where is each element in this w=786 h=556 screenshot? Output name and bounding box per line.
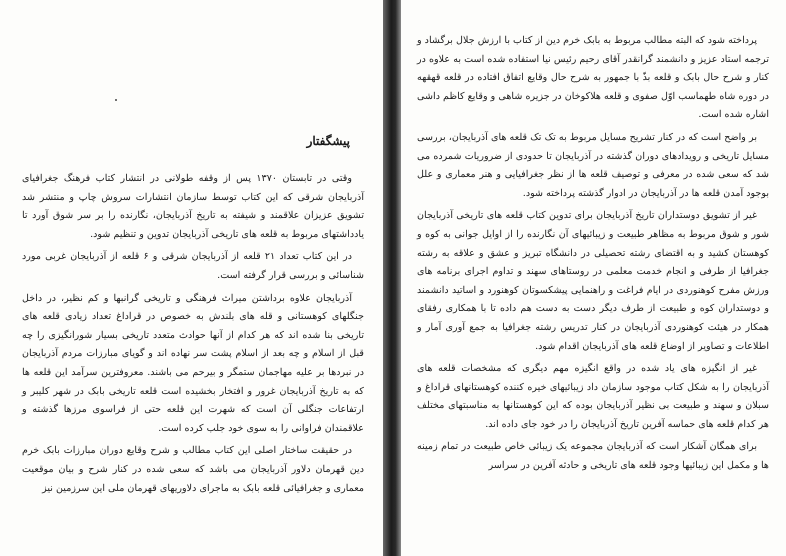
right-text-column [417, 32, 769, 476]
page-heading: پیشگفتار [306, 134, 350, 148]
paragraph: در این کتاب تعداد ۲۱ قلعه از آذربایجان شرقی و ۶ قلعه از آذربایجان غربی مورد شناسائی و بررسی قرار گرفته است. [22, 251, 364, 281]
paragraph: برای همگان آشکار است که آذربایجان مجموعه یک زیبائی خاص طبیعت در تمام زمینه ها و مکمل این زیبائیها وجود قلعه های تاریخی و حادثه آفرین در سراسر [417, 441, 769, 472]
left-page [0, 0, 383, 556]
paragraph: بر واضح است که در کنار تشریح مسایل مربوط به تک تک قلعه های آذربایجان، بررسی مسایل تاریخی و رویدادهای دوران گذشته در آذربایجان تا حدودی از ضروریات شمرده می شد که سعی شده در معرفی و توصیف قلعه ها از نظر جغرافیایی و هنر معماری و علل بوجود آمدن قلعه ها در آذربایجان در ادوار گذشته پرداخته شود. [417, 131, 769, 199]
paragraph: پرداخته شود که البته مطالب مربوط به بابک خرم دین از کتاب با ارزش جلال برگشاد و ترجمه استاد عزیز و دانشمند گرانقدر آقای رحیم رئیس نیا استفاده شده است به علاوه در کنار و شرح حال بابک و قلعه بذّ با جمهور به شرح حال وقایع اتفاق افتاده در قلعه قهقهه در دوره شاه طهماسب اوّل صفوی و قلعه هلاکوخان در جزیره شاهی و وقایع کاظم داشی اشاره شده است. [417, 35, 769, 121]
paragraph: غیر از تشویق دوستداران تاریخ آذربایجان برای تدوین کتاب قلعه های تاریخی آذربایجان شور و شوق مربوط به مظاهر طبیعت و زیبائیهای آن نگارنده را از اوایل جوانی به کوه و کوهستان کشید و به اقتضای رشته تحصیلی در دانشگاه تبریز و عشق و علاقه به رشته جغرافیا از طرفی و انجام خدمت معلمی در روستاهای سهند و تداوم اجرای برنامه های ورزش مفرح کوهنوردی در ایام فراغت و راهنمایی پیشکسوتان کوهنورد و اساتید دانشمند و دوستداران کوه و طبیعت از طرف دیگر دست به دست هم داده تا با همکاری رفقای همکار در هیئت کوهنوردی آذربایجان در کنار تدریس رشته جغرافیا به جمع آوری آمار و اطلاعات و تصاویر از اوضاع قلعه های آذربایجان اقدام شود. [417, 210, 769, 352]
right-page [401, 0, 786, 556]
paragraph: در حقیقت ساختار اصلی این کتاب مطالب و شرح وقایع دوران مبارزات بابک خرم دین قهرمان دلاور آذربایجان می باشد که سعی شده در کنار شرح و بیان موقعیت معماری و جغرافیائی قلعه بابک به ماجرای دلاوریهای قهرمان ملی این سرزمین نیز [22, 445, 364, 494]
book-gutter [383, 0, 401, 556]
paragraph: آذربایجان علاوه برداشتن میراث فرهنگی و تاریخی گرانبها و کم نظیر، در داخل جنگلهای کوهستانی و قله های بلندش به خصوص در قراداغ تعداد زیادی قلعه های تاریخی بنا شده اند که هر کدام از آنها حوادث متعدد تاریخی بسیار شورانگیزی را چه قبل از اسلام و چه بعد از اسلام پشت سر نهاده اند و گویای مبارزات مردم آذربایجان در نبردها بر علیه مهاجمان ستمگر و بیرحم می باشند. معروفترین سرآمد این قلعه ها که به تاریخ آذربایجان غرور و افتخار بخشیده است قلعه تاریخی بابک در شهر کلیبر و ارتفاعات جنگلی آن است که شهرت این قلعه حتی از فراسوی مرزها گذشته و علاقمندان فراوانی را به سوی خود جلب کرده است. [22, 292, 364, 434]
page-dot [115, 99, 117, 101]
left-text-column [22, 170, 364, 498]
paragraph: غیر از انگیزه های یاد شده در واقع انگیزه مهم دیگری که مشخصات قلعه های آذربایجان را به شکل کتاب موجود سازمان داد زیبائیهای خیره کننده کوهستانهای قراداغ و سبلان و سهند و طبیعت بی نظیر آذربایجان بوده که این کوهستانها به مناسبتهای مختلف هر کدام قلعه های حماسه آفرین تاریخ آذربایجان را در خود جای داده اند. [417, 363, 769, 430]
paragraph: وقتی در تابستان ۱۳۷۰ پس از وقفه طولانی در انتشار کتاب فرهنگ جغرافیای آذربایجان شرقی که این کتاب توسط سازمان انتشارات سروش چاپ و منتشر شد تشویق عزیزان علاقمند و شیفته به تاریخ آذربایجان، نگارنده را بر سر شوق آورد تا یادداشتهای مربوط به قلعه های تاریخی آذربایجان تدوین و تنظیم شود. [22, 173, 364, 240]
